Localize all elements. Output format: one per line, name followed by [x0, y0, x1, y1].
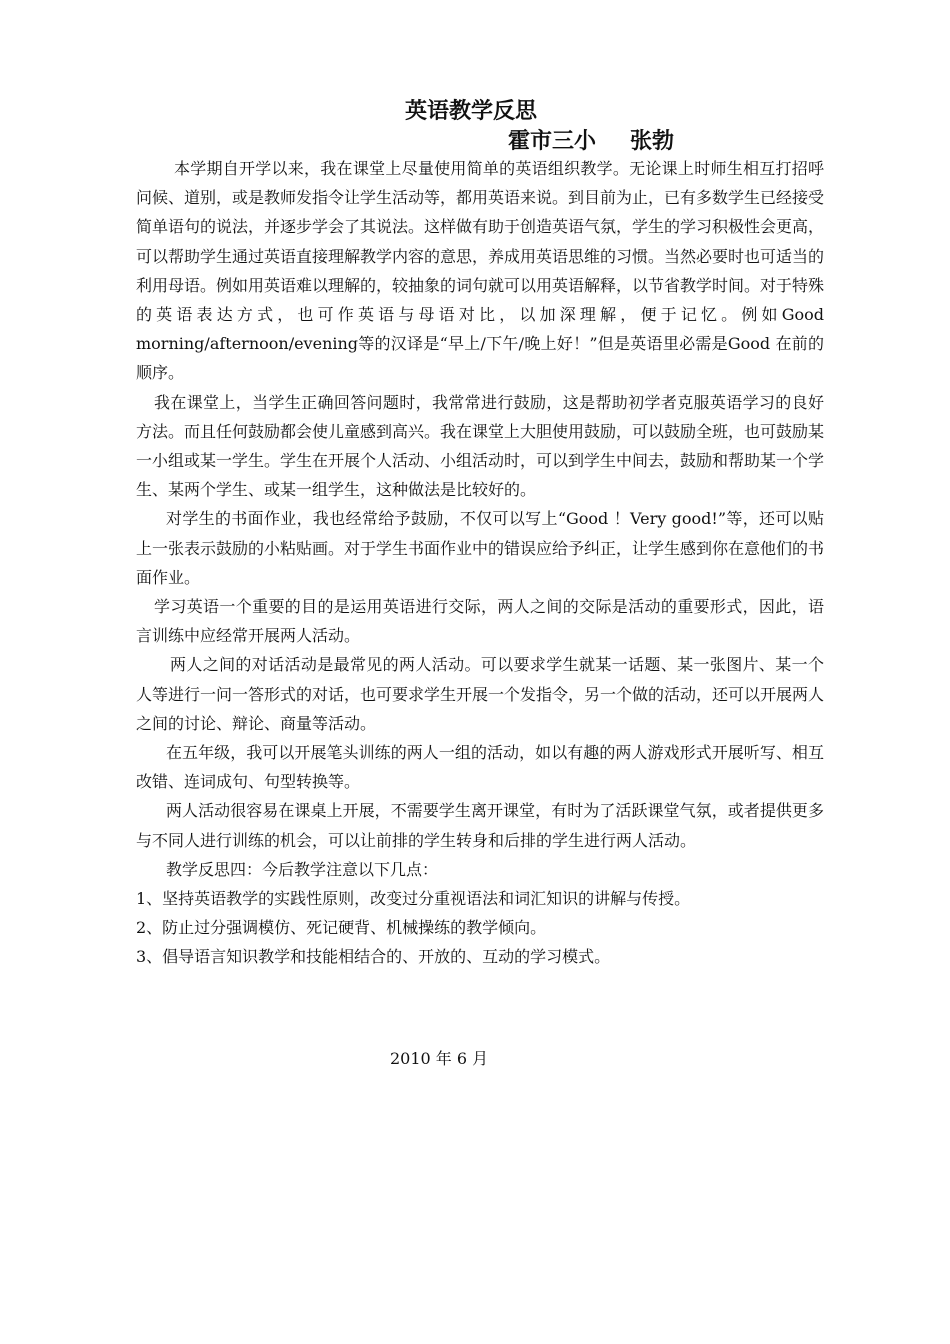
paragraph-1: 本学期自开学以来，我在课堂上尽量使用简单的英语组织教学。无论课上时师生相互打招呼问候、道别，或是教师发指令让学生活动等，都用英语来说。到目前为止，已有多数学生已经接受简单语句的说法，并逐步学会了其说法。这样做有助于创造英语气氛，学生的学习积极性会更高，可以帮助学生通过英语直接理解教学内容的意思，养成用英语思维的习惯。当然必要时也可适当的利用母语。例如用英语难以理解的，较抽象的词句就可以用英语解释，以节省教学时间。对于特殊的英语表达方式，也可作英语与母语对比，以加深理解，便于记忆。例如Good morning/afternoon/evening等的汉译是“早上/下午/晚上好！”但是英语里必需是Good 在前的顺序。: [136, 159, 825, 383]
paragraph-3: 对学生的书面作业，我也经常给予鼓励，不仅可以写上“Good ！Very good!”等，还可以贴上一张表示鼓励的小粘贴画。对于学生书面作业中的错误应给予纠正，让学生感到你在意他们的书面作业。: [136, 509, 825, 587]
paragraph-2: 我在课堂上，当学生正确回答问题时，我常常进行鼓励，这是帮助初学者克服英语学习的良好方法。而且任何鼓励都会使儿童感到高兴。我在课堂上大胆使用鼓励，可以鼓励全班，也可鼓励某一小组或某一学生。学生在开展个人活动、小组活动时，可以到学生中间去，鼓励和帮助某一个学生、某两个学生、或某一组学生，这种做法是比较好的。: [136, 392, 825, 500]
section-heading: 教学反思四：今后教学注意以下几点：: [166, 859, 439, 879]
paragraph-4: 学习英语一个重要的目的是运用英语进行交际，两人之间的交际是活动的重要形式，因此，语言训练中应经常开展两人活动。: [136, 597, 824, 646]
list-item-3: 3、倡导语言知识教学和技能相结合的、开放的、互动的学习模式。: [136, 947, 611, 967]
school-name: 霍市三小: [508, 129, 597, 154]
document-date: 2010 年 6 月: [390, 1049, 489, 1068]
paragraph-7: 两人活动很容易在课桌上开展，不需要学生离开课堂，有时为了活跃课堂气氛，或者提供更多与不同人进行训练的机会，可以让前排的学生转身和后排的学生进行两人活动。: [136, 801, 824, 850]
paragraph-6: 在五年级，我可以开展笔头训练的两人一组的活动，如以有趣的两人游戏形式开展听写、相互改错、连词成句、句型转换等。: [136, 743, 824, 792]
author-name: 张勃: [630, 129, 675, 154]
paragraph-5: 两人之间的对话活动是最常见的两人活动。可以要求学生就某一话题、某一张图片、某一个人等进行一问一答形式的对话，也可要求学生开展一个发指令，另一个做的活动，还可以开展两人之间的讨论、辩论、商量等活动。: [136, 655, 825, 733]
document-title: 英语教学反思: [405, 99, 538, 124]
document-body: [136, 154, 824, 972]
list-item-2: 2、防止过分强调模仿、死记硬背、机械操练的教学倾向。: [136, 918, 547, 938]
list-item-1: 1、坚持英语教学的实践性原则，改变过分重视语法和词汇知识的讲解与传授。: [136, 889, 691, 909]
